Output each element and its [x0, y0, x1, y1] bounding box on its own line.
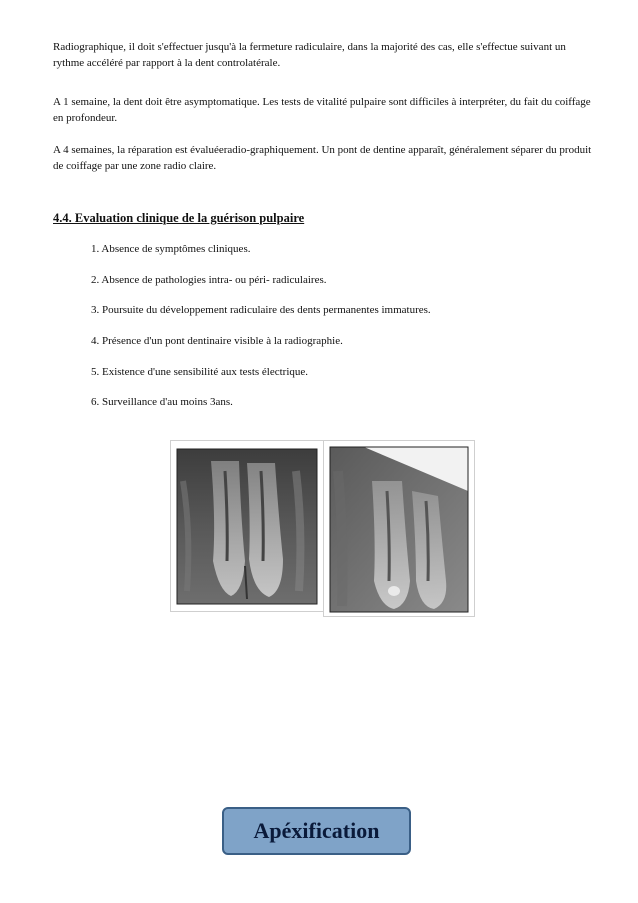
- list-item: 6. Surveillance d'au moins 3ans.: [91, 396, 233, 408]
- apexification-label: Apéxification: [222, 807, 411, 855]
- paragraph-one-week: A 1 semaine, la dent doit être asymptomatique. Les tests de vitalité pulpaire sont difficiles à interpréter, du fait du coiffage en profondeur.: [53, 96, 591, 124]
- list-item: 5. Existence d'une sensibilité aux tests électrique.: [91, 366, 309, 378]
- dental-radiograph-left: [170, 440, 324, 612]
- list-item: 1. Absence de symptômes cliniques.: [91, 243, 251, 255]
- list-item: 4. Présence d'un pont dentinaire visible à la radiographie.: [91, 335, 343, 347]
- dental-radiograph-right: [323, 440, 475, 617]
- list-item: 2. Absence de pathologies intra- ou péri- radiculaires.: [91, 274, 327, 286]
- paragraph-four-weeks: A 4 semaines, la réparation est évaluéeradio-graphiquement. Un pont de dentine apparaît, généralement séparer du produit de coiffage par une zone radio claire.: [53, 144, 592, 172]
- section-title: 4.4. Evaluation clinique de la guérison pulpaire: [53, 211, 305, 225]
- paragraph-healing-radiographic: Radiographique, il doit s'effectuer jusqu'à la fermeture radiculaire, dans la majorité des cas, elle s'effectue suivant un rythme accéléré par rapport à la dent controlatérale.: [53, 41, 566, 69]
- list-item: 3. Poursuite du développement radiculaire des dents permanentes immatures.: [91, 304, 431, 316]
